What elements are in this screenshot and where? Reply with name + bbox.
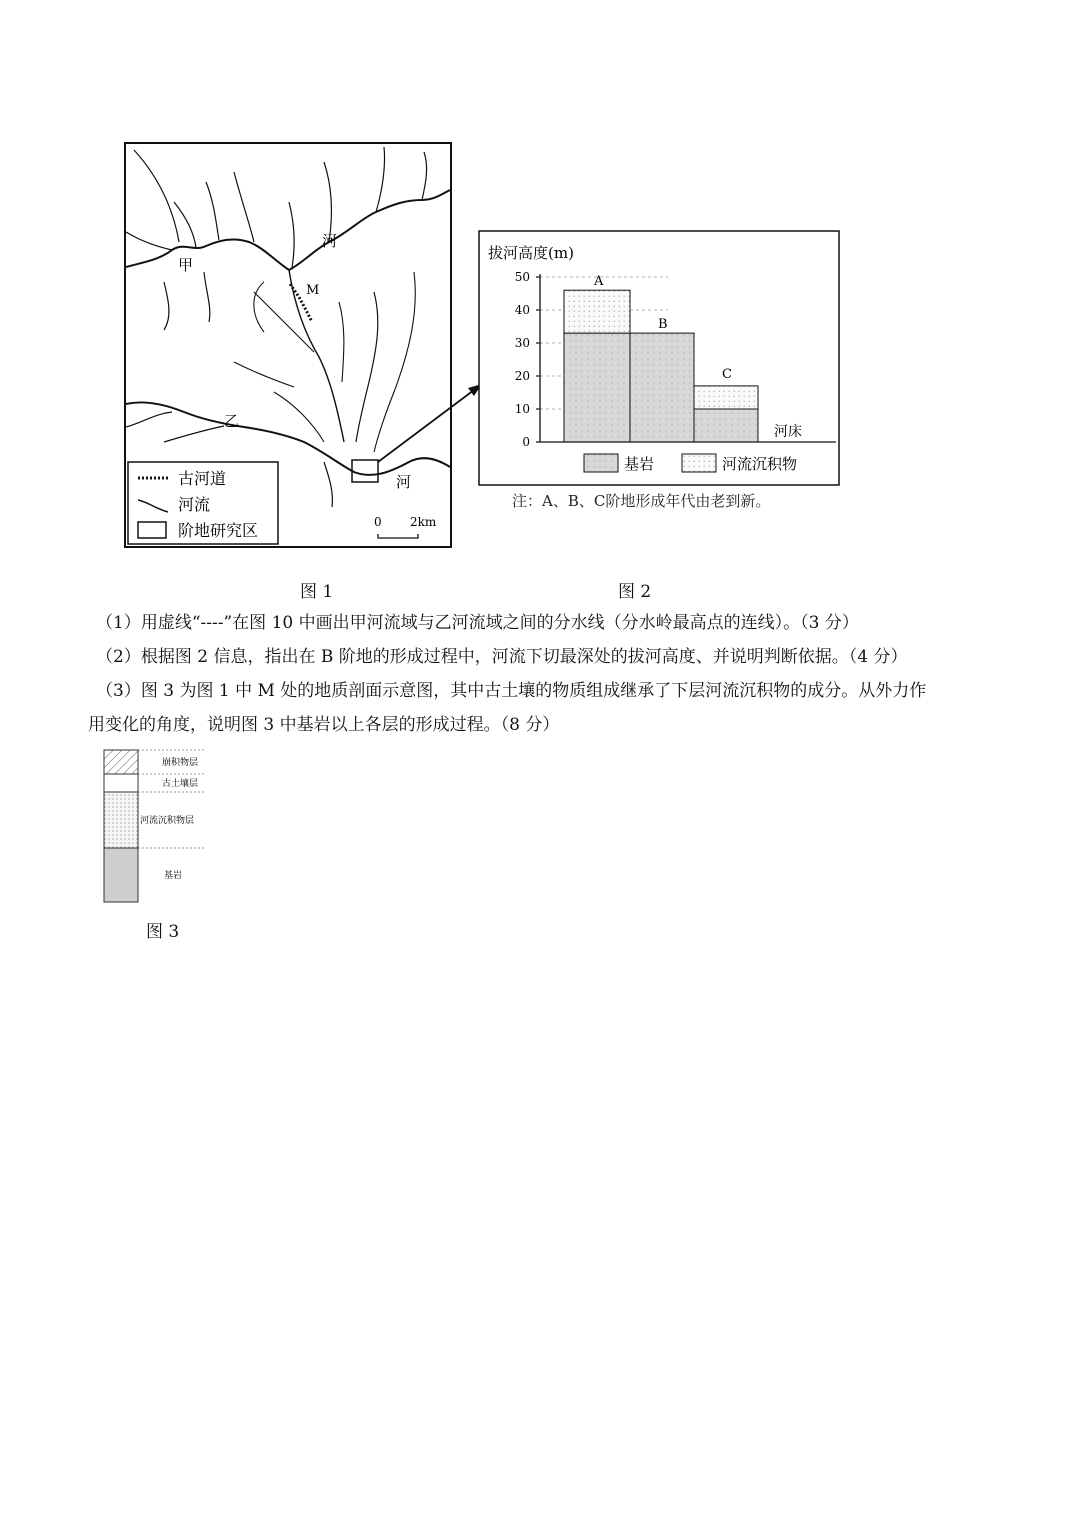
label-terrace-c: C [722, 367, 732, 382]
legend-river: 河流 [178, 495, 211, 514]
connector-arrow [370, 380, 490, 470]
figure3-geologic-column [100, 746, 210, 906]
legend-sediment-swatch [682, 454, 716, 472]
bedrock-block-B [630, 333, 694, 442]
y-tick-label: 20 [514, 369, 530, 383]
scale-2km: 2km [410, 515, 437, 529]
layer-bedrock-label: 基岩 [164, 871, 183, 881]
bedrock-block-C [694, 409, 758, 442]
bedrock-block-A [564, 333, 630, 442]
y-tick-label: 30 [514, 336, 530, 350]
label-jia: 甲 [178, 256, 194, 274]
label-he-1: 河 [322, 232, 338, 250]
question-3-line1: （3）图 3 为图 1 中 M 处的地质剖面示意图，其中古土壤的物质组成继承了下层河流沉积物的成分。从外力作 [96, 681, 927, 701]
layer-colluvium-label: 崩积物层 [162, 758, 199, 768]
layer-bedrock-fill [104, 848, 138, 902]
layer-paleosol-label: 古土壤层 [162, 779, 199, 789]
label-m: M [306, 283, 320, 298]
label-yi: 乙 [224, 412, 240, 430]
y-tick-label: 50 [514, 270, 530, 284]
layer-colluvium-fill [104, 750, 138, 774]
label-terrace-b: B [658, 317, 668, 332]
legend-sediment: 河流沉积物 [722, 455, 798, 473]
y-axis-title: 拔河高度(m) [488, 244, 574, 262]
y-tick-label: 40 [514, 303, 530, 317]
figure1-map [124, 142, 452, 548]
y-tick-label: 10 [514, 402, 530, 416]
sediment-block-A [564, 290, 630, 333]
figure2-note: 注：A、B、C阶地形成年代由老到新。 [512, 492, 771, 510]
layer-sediment-label: 河流沉积物层 [140, 816, 195, 826]
legend-bedrock: 基岩 [624, 455, 655, 473]
question-2: （2）根据图 2 信息，指出在 B 阶地的形成过程中，河流下切最深处的拔河高度、并说明判断依据。（4 分） [96, 647, 908, 667]
label-he-2: 河 [396, 473, 412, 491]
label-riverbed: 河床 [774, 424, 802, 440]
legend-old-channel: 古河道 [178, 469, 227, 488]
question-1: （1）用虚线“----”在图 10 中画出甲河流域与乙河流域之间的分水线（分水岭最高点的连线）。（3 分） [96, 613, 859, 633]
figure1-caption: 图 1 [300, 582, 334, 602]
figure2-caption: 图 2 [618, 582, 652, 602]
sediment-block-C [694, 386, 758, 409]
figure2-terrace-chart [478, 230, 840, 486]
figure3-caption: 图 3 [146, 922, 180, 942]
question-3-line2: 用变化的角度，说明图 3 中基岩以上各层的形成过程。（8 分） [88, 715, 560, 735]
legend-bedrock-swatch [584, 454, 618, 472]
layer-paleosol-fill [104, 774, 138, 792]
y-tick-label: 0 [522, 435, 530, 449]
legend-study-area: 阶地研究区 [178, 521, 259, 540]
label-terrace-a: A [594, 274, 604, 289]
scale-zero: 0 [374, 515, 382, 529]
layer-sediment-fill [104, 792, 138, 848]
